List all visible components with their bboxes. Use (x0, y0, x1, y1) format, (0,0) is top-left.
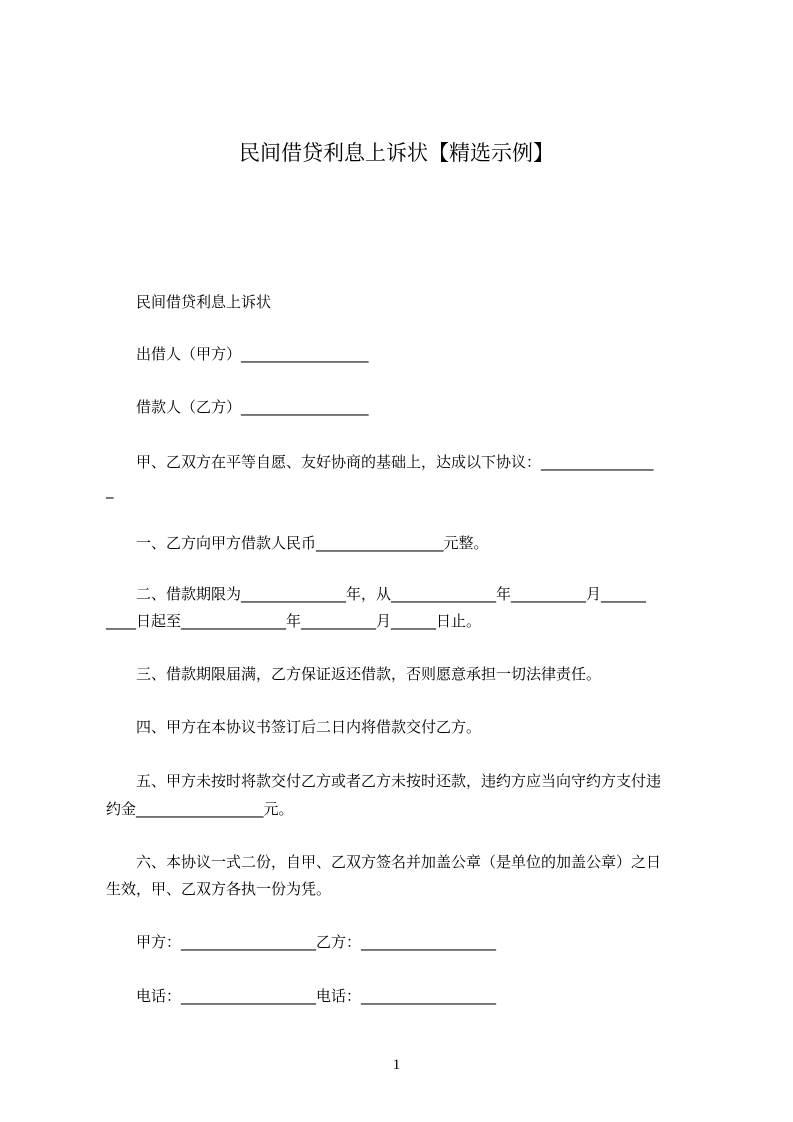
text-line-lender: 出借人（甲方）_________________ (106, 345, 369, 363)
text-line-phones: 电话：__________________电话：__________________ (106, 987, 497, 1005)
text-line-clause-2: 二、借款期限为______________年，从______________年__________月______ (106, 585, 647, 603)
text-line-agreement-intro: 甲、乙双方在平等自愿、友好协商的基础上，达成以下协议：_______________ (106, 453, 654, 471)
text-line-clause-1: 一、乙方向甲方借款人民币_________________元整。 (106, 534, 489, 552)
page-number: 1 (392, 1057, 401, 1073)
text-line-clause-2-cont: ____日起至______________年__________月______日止。 (106, 612, 482, 630)
text-line-clause-6: 六、本协议一式二份，自甲、乙双方签名并加盖公章（是单位的加盖公章）之日 (106, 853, 662, 871)
text-line-clause-5-cont: 约金_________________元。 (106, 800, 294, 818)
text-line-clause-4: 四、甲方在本协议书签订后二日内将借款交付乙方。 (106, 718, 482, 736)
text-line-clause-5: 五、甲方未按时将款交付乙方或者乙方未按时还款，违约方应当向守约方支付违 (106, 772, 662, 790)
text-line-signatures: 甲方：__________________乙方：__________________ (106, 933, 497, 951)
text-line-agreement-intro-cont: _ (106, 481, 114, 499)
text-line-borrower: 借款人（乙方）_________________ (106, 398, 369, 416)
document-title: 民间借贷利息上诉状【精选示例】 (239, 141, 554, 165)
text-line-clause-3: 三、借款期限届满，乙方保证返还借款，否则愿意承担一切法律责任。 (106, 665, 602, 683)
text-line-clause-6-cont: 生效，甲、乙双方各执一份为凭。 (106, 880, 332, 898)
text-line-heading: 民间借贷利息上诉状 (106, 293, 272, 311)
